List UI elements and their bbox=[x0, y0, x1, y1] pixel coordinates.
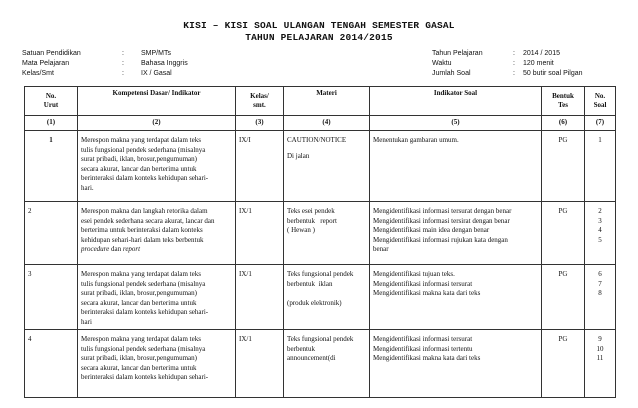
soal-cell: 6 7 8 bbox=[585, 265, 616, 330]
kompetensi-cell: Merespon makna yang terdapat dalam teks tulis fungsional pendek sederhana (misalnya surat pribadi, iklan, brosur,pengumuman) secara akurat, lancar dan berterima untuk berinteraksi dalam konteks kehidupan sehari- bbox=[78, 330, 236, 398]
table-row bbox=[25, 202, 616, 265]
meta-value: 50 butir soal Pilgan bbox=[523, 70, 583, 77]
header-kelas: Kelas/ smt. bbox=[236, 87, 284, 116]
meta-row-satuan bbox=[22, 49, 188, 59]
kelas-cell: IX/1 bbox=[236, 330, 284, 398]
meta-colon: : bbox=[513, 50, 515, 57]
indikator-cell: Mengidentifikasi informasi tersurat Mengidentifikasi informasi tertentu Mengidentifikasi makna kata dari teks bbox=[370, 330, 542, 398]
meta-row-waktu bbox=[432, 59, 583, 69]
materi-cell: CAUTION/NOTICE Di jalan bbox=[284, 131, 370, 202]
meta-label: Waktu bbox=[432, 60, 452, 67]
meta-label: Satuan Pendidikan bbox=[22, 50, 81, 57]
meta-colon: : bbox=[122, 50, 124, 57]
row-number: 4 bbox=[25, 330, 78, 398]
meta-label: Kelas/Smt bbox=[22, 70, 54, 77]
meta-row-kelas bbox=[22, 69, 188, 79]
kelas-cell: IX/I bbox=[236, 131, 284, 202]
meta-label: Tahun Pelajaran bbox=[432, 50, 483, 57]
meta-value: 120 menit bbox=[523, 60, 554, 67]
kisi-kisi-table bbox=[24, 86, 616, 398]
col-number: (5) bbox=[370, 116, 542, 131]
meta-label: Jumlah Soal bbox=[432, 70, 471, 77]
indikator-cell: Mengidentifikasi tujuan teks. Mengidentifikasi informasi tersurat Mengidentifikasi makna kata dari teks bbox=[370, 265, 542, 330]
meta-right-block bbox=[432, 49, 583, 79]
col-number: (7) bbox=[585, 116, 616, 131]
header-no-soal: No. Soal bbox=[585, 87, 616, 116]
header-kompetensi: Kompetensi Dasar/ Indikator bbox=[78, 87, 236, 116]
meta-value: 2014 / 2015 bbox=[523, 50, 560, 57]
materi-cell: Teks esei pendek berbentuk report ( Hewan ) bbox=[284, 202, 370, 265]
bentuk-cell: PG bbox=[542, 131, 585, 202]
meta-value: IX / Gasal bbox=[141, 70, 172, 77]
indikator-cell: Menentukan gambaran umum. bbox=[370, 131, 542, 202]
meta-colon: : bbox=[513, 60, 515, 67]
meta-value: SMP/MTs bbox=[141, 50, 171, 57]
meta-colon: : bbox=[122, 60, 124, 67]
col-number: (4) bbox=[284, 116, 370, 131]
soal-cell: 2 3 4 5 bbox=[585, 202, 616, 265]
row-number: 3 bbox=[25, 265, 78, 330]
kompetensi-cell: Merespon makna yang terdapat dalam teks tulis fungsional pendek sederhana (misalnya surat pribadi, iklan, brosur,pengumuman) secara akurat, lancar dan berterima untuk berinteraksi dalam konteks kehidupan sehari- hari bbox=[78, 265, 236, 330]
kelas-cell: IX/1 bbox=[236, 202, 284, 265]
meta-label: Mata Pelajaran bbox=[22, 60, 70, 67]
bentuk-cell: PG bbox=[542, 330, 585, 398]
kompetensi-cell: Merespon makna dan langkah retorika dalam esei pendek sederhana secara akurat, lancar dan berterima untuk berinteraksi dalam konteks kehidupan sehari-hari dalam teks berbentuk procedure dan report bbox=[78, 202, 236, 265]
header-indikator: Indikator Soal bbox=[370, 87, 542, 116]
col-number: (2) bbox=[78, 116, 236, 131]
kompetensi-cell: Merespon makna yang terdapat dalam teks tulis fungsional pendek sederhana (misalnya surat pribadi, iklan, brosur,pengumuman) secara akurat, lancar dan berterima untuk berinteraksi dalam konteks kehidupan sehari- hari. bbox=[78, 131, 236, 202]
indikator-cell: Mengidentifikasi informasi tersurat dengan benar Mengidentifikasi informasi tersirat dengan benar Mengidentifikasi main idea dengan benar Mengidentifikasi informasi rujukan kata dengan benar bbox=[370, 202, 542, 265]
header-materi: Materi bbox=[284, 87, 370, 116]
soal-cell: 9 10 11 bbox=[585, 330, 616, 398]
row-number: 1 bbox=[25, 131, 78, 202]
meta-colon: : bbox=[513, 70, 515, 77]
meta-value: Bahasa Inggris bbox=[141, 60, 188, 67]
meta-row-mapel bbox=[22, 59, 188, 69]
meta-row-tahun bbox=[432, 49, 583, 59]
header-bentuk: Bentuk Tes bbox=[542, 87, 585, 116]
materi-cell: Teks fungsional pendek berbentuk iklan (produk elektronik) bbox=[284, 265, 370, 330]
soal-cell: 1 bbox=[585, 131, 616, 202]
header-row bbox=[25, 87, 616, 116]
meta-left-block bbox=[22, 49, 188, 79]
materi-cell: Teks fungsional pendek berbentuk announcement(di bbox=[284, 330, 370, 398]
table-row bbox=[25, 131, 616, 202]
meta-row-jumlah bbox=[432, 69, 583, 79]
col-number: (1) bbox=[25, 116, 78, 131]
row-number: 2 bbox=[25, 202, 78, 265]
header-no-urut: No. Urut bbox=[25, 87, 78, 116]
table-row bbox=[25, 330, 616, 398]
table-row bbox=[25, 265, 616, 330]
bentuk-cell: PG bbox=[542, 265, 585, 330]
document-title: KISI – KISI SOAL ULANGAN TENGAH SEMESTER GASAL bbox=[183, 20, 455, 31]
meta-colon: : bbox=[122, 70, 124, 77]
col-number: (6) bbox=[542, 116, 585, 131]
kelas-cell: IX/1 bbox=[236, 265, 284, 330]
column-number-row bbox=[25, 116, 616, 131]
col-number: (3) bbox=[236, 116, 284, 131]
document-subtitle: TAHUN PELAJARAN 2014/2015 bbox=[245, 32, 393, 43]
bentuk-cell: PG bbox=[542, 202, 585, 265]
